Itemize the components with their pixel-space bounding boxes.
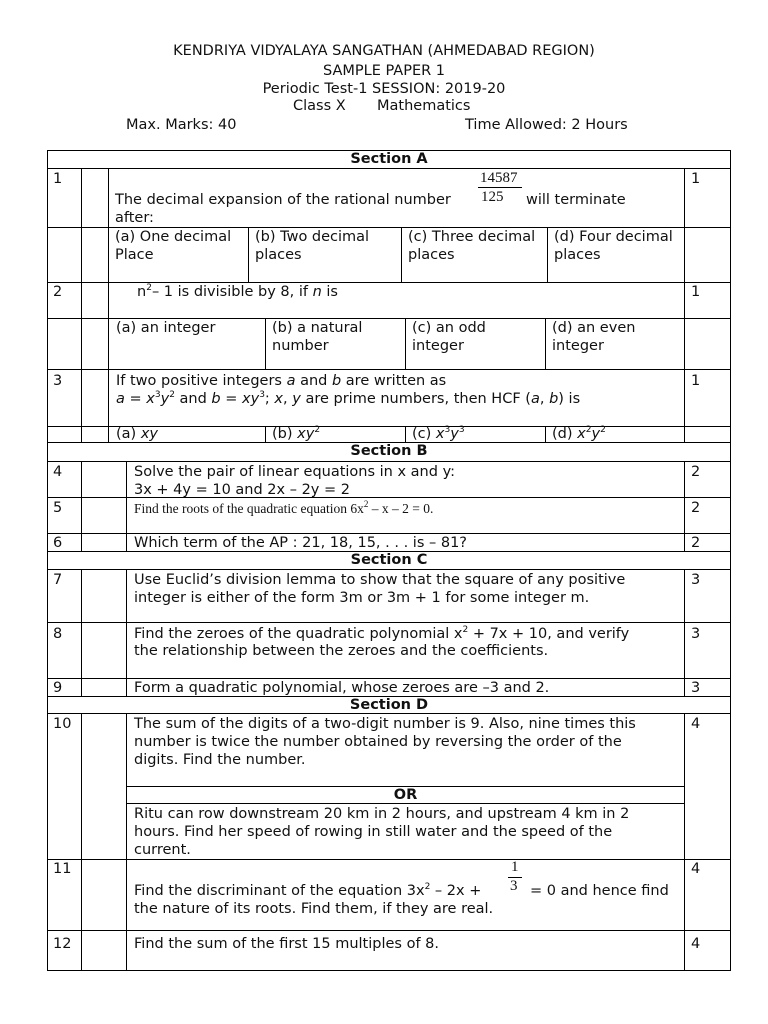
question-text: are prime numbers, then HCF ( — [305, 391, 531, 407]
column-divider — [126, 569, 127, 696]
question-text: will terminate — [526, 192, 626, 208]
column-divider — [684, 168, 685, 442]
column-divider — [81, 569, 82, 696]
question-text: + 7x + 10, and verify — [468, 626, 630, 642]
row-line — [47, 930, 731, 931]
question-number: 6 — [53, 535, 63, 551]
question-text: – 2x + — [430, 883, 482, 899]
question-number: 2 — [53, 284, 63, 300]
question-marks: 1 — [691, 284, 701, 300]
question-text: integer is either of the form 3m or 3m + 1 for some integer m. — [134, 590, 590, 606]
question-marks: 2 — [691, 535, 701, 551]
subject-label: Mathematics — [377, 98, 471, 114]
option-divider — [401, 227, 402, 282]
column-divider — [684, 569, 685, 696]
row-line — [47, 369, 731, 370]
section-a-heading: Section A — [350, 151, 428, 167]
question-3-line2: $a = x^3y^2$ and $b = xy^3$; x, y are prime numbers, then HCF (a, b) is — [116, 390, 581, 407]
question-marks: 4 — [691, 861, 701, 877]
column-divider — [126, 713, 127, 971]
question-text: Which term of the AP : 21, 18, 15, . . . is – 81? — [134, 535, 467, 551]
row-line — [126, 803, 685, 804]
question-text: number is twice the number obtained by reversing the order of the — [134, 734, 622, 750]
math-var: n — [312, 284, 322, 300]
column-divider — [81, 461, 82, 551]
max-marks: Max. Marks: 40 — [126, 117, 237, 133]
question-number: 3 — [53, 373, 63, 389]
fraction-numerator: 1 — [511, 859, 519, 875]
option-a: (a) xy — [116, 426, 158, 442]
question-number: 5 — [53, 500, 63, 516]
row-line — [47, 168, 731, 169]
row-line — [47, 622, 731, 623]
math-var: n — [137, 284, 147, 300]
paper-title: SAMPLE PAPER 1 — [322, 63, 446, 79]
question-8-line1: Find the zeroes of the quadratic polynomial $x^2 + 7x + 10$, and verify — [134, 625, 630, 642]
question-text: and — [300, 373, 328, 389]
option-divider — [405, 426, 406, 442]
option-a: (a) an integer — [116, 320, 216, 336]
question-5-text: Find the roots of the quadratic equation $6x^2 - x - 2 = 0$. — [134, 499, 434, 516]
question-number: 1 — [53, 171, 63, 187]
section-d-heading: Section D — [349, 697, 429, 713]
question-text: Find the sum of the first 15 multiples of 8. — [134, 936, 439, 952]
time-allowed: Time Allowed: 2 Hours — [465, 117, 628, 133]
section-c-heading: Section C — [350, 552, 428, 568]
exponent: 2 — [146, 283, 152, 293]
column-divider — [108, 168, 109, 442]
option-c: (c) $x^3y^3$ — [412, 425, 465, 442]
question-marks: 1 — [691, 373, 701, 389]
option-divider — [265, 426, 266, 442]
row-line — [47, 569, 731, 570]
option-divider — [547, 227, 548, 282]
fraction-denominator: 125 — [481, 189, 504, 205]
column-divider — [126, 461, 127, 551]
question-number: 10 — [53, 716, 72, 732]
question-number: 12 — [53, 936, 72, 952]
option-c: (c) Three decimal places — [408, 229, 536, 263]
question-text: Use Euclid’s division lemma to show that the square of any positive — [134, 572, 626, 588]
option-divider — [545, 318, 546, 369]
or-heading: OR — [393, 787, 418, 803]
question-text: Form a quadratic polynomial, whose zeroes are –3 and 2. — [134, 680, 550, 696]
question-number: 4 — [53, 464, 63, 480]
class-label: Class X — [293, 98, 346, 114]
school-title: KENDRIYA VIDYALAYA SANGATHAN (AHMEDABAD REGION) — [173, 43, 595, 59]
option-c: (c) an odd integer — [412, 320, 486, 354]
option-d: (d) an even integer — [552, 320, 636, 354]
question-2-text — [137, 283, 338, 301]
row-line — [47, 859, 731, 860]
question-marks: 1 — [691, 171, 701, 187]
question-text: Solve the pair of linear equations in x and y: — [134, 464, 455, 480]
question-marks: 2 — [691, 464, 701, 480]
option-divider — [405, 318, 406, 369]
question-text: are written as — [345, 373, 447, 389]
fraction-numerator: 14587 — [480, 170, 518, 186]
option-b: (b) $xy^2$ — [272, 425, 321, 442]
question-3-line1: If two positive integers a and b are written as — [116, 373, 447, 389]
question-marks: 3 — [691, 626, 701, 642]
question-text: Find the roots of the quadratic equation 6x — [134, 501, 364, 516]
question-text: Find the zeroes of the quadratic polynomial x — [134, 626, 463, 642]
option-divider — [545, 426, 546, 442]
row-line — [47, 461, 731, 462]
question-text: – x – 2 = 0. — [368, 501, 434, 516]
column-divider — [81, 168, 82, 442]
question-text: is — [326, 284, 338, 300]
question-text: the nature of its roots. Find them, if they are real. — [134, 901, 494, 917]
question-text: If two positive integers — [116, 373, 282, 389]
fraction-denominator: 3 — [510, 878, 518, 894]
question-marks: 2 — [691, 500, 701, 516]
option-d: (d) Four decimal places — [554, 229, 673, 263]
option-a: (a) One decimal Place — [115, 229, 232, 263]
column-divider — [684, 713, 685, 971]
question-text: 3x + 4y = 10 and 2x – 2y = 2 — [134, 482, 350, 498]
option-b: (b) Two decimal places — [255, 229, 370, 263]
section-b-heading: Section B — [350, 443, 428, 459]
question-text: Ritu can row downstream 20 km in 2 hours, and upstream 4 km in 2 — [134, 806, 630, 822]
question-number: 8 — [53, 626, 63, 642]
question-text: the relationship between the zeroes and the coefficients. — [134, 643, 549, 659]
question-marks: 3 — [691, 572, 701, 588]
question-text: digits. Find the number. — [134, 752, 306, 768]
question-number: 11 — [53, 861, 72, 877]
column-divider — [684, 461, 685, 551]
question-marks: 4 — [691, 936, 701, 952]
row-line — [47, 970, 731, 971]
question-number: 9 — [53, 680, 63, 696]
question-text: – 1 is divisible by 8, if — [151, 284, 308, 300]
option-b: (b) a natural number — [272, 320, 363, 354]
column-divider — [81, 713, 82, 971]
question-marks: 3 — [691, 680, 701, 696]
question-text: The sum of the digits of a two-digit number is 9. Also, nine times this — [134, 716, 636, 732]
question-marks: 4 — [691, 716, 701, 732]
question-text: Find the discriminant of the equation 3x — [134, 883, 425, 899]
question-text: hours. Find her speed of rowing in still water and the speed of the — [134, 824, 613, 840]
question-text: after: — [115, 210, 154, 226]
session-line: Periodic Test-1 SESSION: 2019-20 — [262, 81, 506, 97]
question-11-line1: Find the discriminant of the equation $3x^2 - 2x$ + — [134, 882, 482, 899]
question-1-text — [115, 191, 451, 209]
option-d: (d) $x^2y^2$ — [552, 425, 606, 442]
question-number: 7 — [53, 572, 63, 588]
option-divider — [248, 227, 249, 282]
question-text: current. — [134, 842, 191, 858]
question-text: = 0 and hence find — [530, 883, 669, 899]
option-divider — [265, 318, 266, 369]
question-text: The decimal expansion of the rational number — [115, 192, 451, 208]
